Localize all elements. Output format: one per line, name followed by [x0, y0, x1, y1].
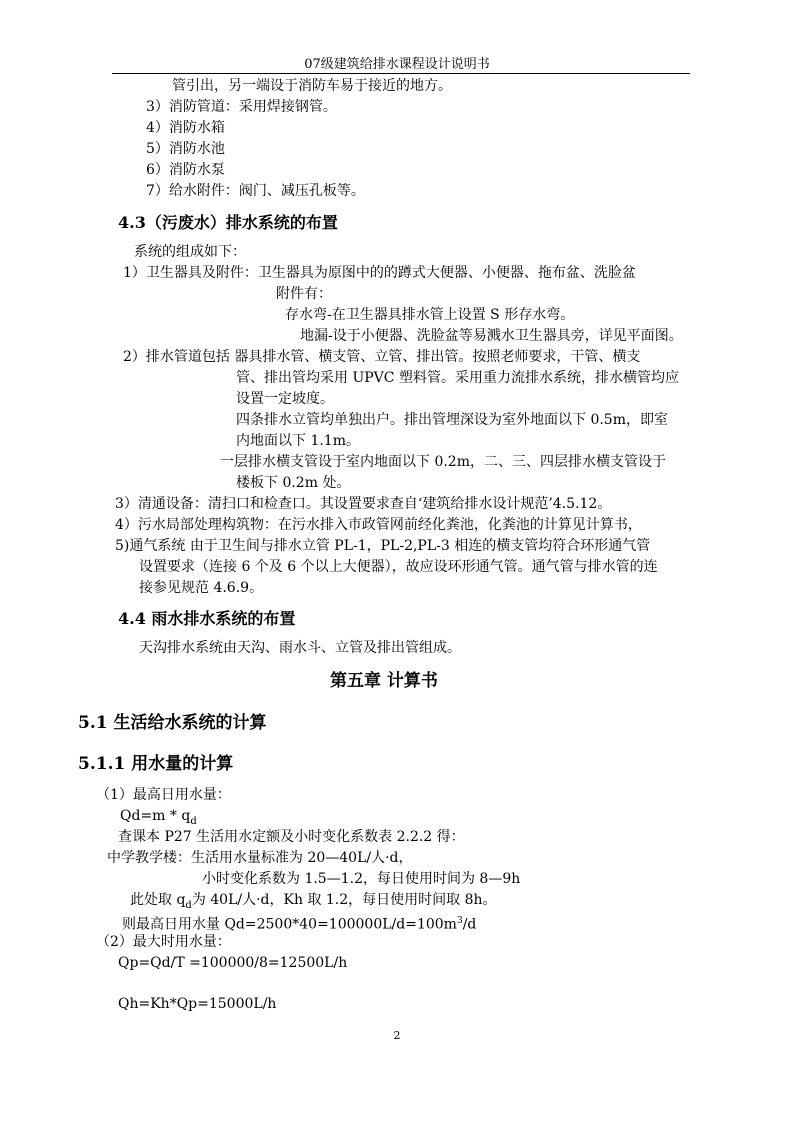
text-line [122, 912, 476, 934]
text-line: 附件有： [276, 286, 332, 302]
header-rule [112, 73, 690, 74]
page-number: 2 [393, 1029, 401, 1042]
text-part: 为 40L/人·d，Kh 取 1.2，每日使用时间取 8h。 [191, 892, 497, 908]
section-heading-5-1-1: 5.1.1 用水量的计算 [78, 754, 234, 774]
text-part: 则最高日用水量 Qd=2500*40=100000L/d=100m [122, 916, 457, 933]
text-line: 楼板下 0.2m 处。 [236, 475, 351, 491]
text-line: 5）消防水池 [146, 141, 225, 157]
text-line: 6）消防水泵 [146, 162, 225, 178]
text-line: 小时变化系数为 1.5—1.2，每日使用时间为 8—9h [202, 871, 521, 887]
text-line: 中学教学楼：生活用水量标准为 20—40L/人·d， [107, 850, 413, 866]
text-line: 系统的组成如下： [134, 244, 246, 260]
text-line: 存水弯-在卫生器具排水管上设置 S 形存水弯。 [285, 307, 575, 323]
section-heading-4-3: 4.3（污废水）排水系统的布置 [118, 213, 338, 232]
text-part: /d [462, 916, 477, 933]
text-line: 地漏-设于小便器、洗脸盆等易溅水卫生器具旁，详见平面图。 [300, 328, 683, 344]
subscript: d [190, 815, 197, 827]
formula-line: Qh=Kh*Qp=15000L/h [118, 996, 277, 1012]
text-line: 接参见规范 4.6.9。 [139, 580, 264, 596]
text-line: 7）给水附件：阀门、减压孔板等。 [146, 183, 365, 199]
text-line: 查课本 P27 生活用水定额及小时变化系数表 2.2.2 得： [118, 829, 465, 845]
text-line: 天沟排水系统由天沟、雨水斗、立管及排出管组成。 [139, 640, 461, 656]
text-line: （1）最高日用水量： [96, 787, 231, 803]
section-heading-5-1: 5.1 生活给水系统的计算 [78, 713, 267, 733]
page-header: 07级建筑给排水课程设计说明书 [304, 57, 490, 72]
text-line: 5)通气系统 由于卫生间与排水立管 PL-1，PL-2,PL-3 相连的横支管均符合环形通气管 [115, 538, 651, 554]
text-line: 管引出，另一端设于消防车易于接近的地方。 [172, 78, 452, 94]
text-line: 2）排水管道包括 器具排水管、横支管、立管、排出管。按照老师要求，干管、横支 [123, 349, 641, 365]
subscript: d [185, 899, 192, 911]
text-line: 管、排出管均采用 UPVC 塑料管。采用重力流排水系统，排水横管均应 [236, 370, 679, 386]
formula-line: Qp=Qd/T =100000/8=12500L/h [118, 955, 348, 971]
text-part: 此处取 q [130, 892, 186, 908]
text-line: 1）卫生器具及附件：卫生器具为原图中的的蹲式大便器、小便器、拖布盆、洗脸盆 [123, 265, 636, 281]
text-line: 一层排水横支管设于室内地面以下 0.2m，二、三、四层排水横支管设于 [220, 454, 666, 470]
text-line: 设置要求（连接 6 个及 6 个以上大便器），故应设环形通气管。通气管与排水管的连 [139, 559, 658, 575]
text-line: 4）消防水箱 [146, 120, 225, 136]
text-line: 3）清通设备：清扫口和检查口。其设置要求查自‘建筑给排水设计规范’4.5.12。 [115, 496, 612, 512]
text-line: 4）污水局部处理构筑物：在污水排入市政管网前经化粪池，化粪池的计算见计算书， [115, 517, 642, 533]
section-heading-4-4: 4.4 雨水排水系统的布置 [118, 609, 296, 628]
text-line: （2）最大时用水量： [96, 934, 231, 950]
text-line: 设置一定坡度。 [236, 391, 334, 407]
text-line: 四条排水立管均单独出户。排出管埋深设为室外地面以下 0.5m，即室 [236, 412, 668, 428]
formula-text: Qd=m * q [120, 808, 191, 824]
text-line: 内地面以下 1.1m。 [236, 433, 360, 449]
text-line: 3）消防管道：采用焊接钢管。 [146, 99, 337, 115]
superscript: 3 [456, 916, 463, 926]
chapter-title: 第五章 计算书 [330, 671, 438, 691]
